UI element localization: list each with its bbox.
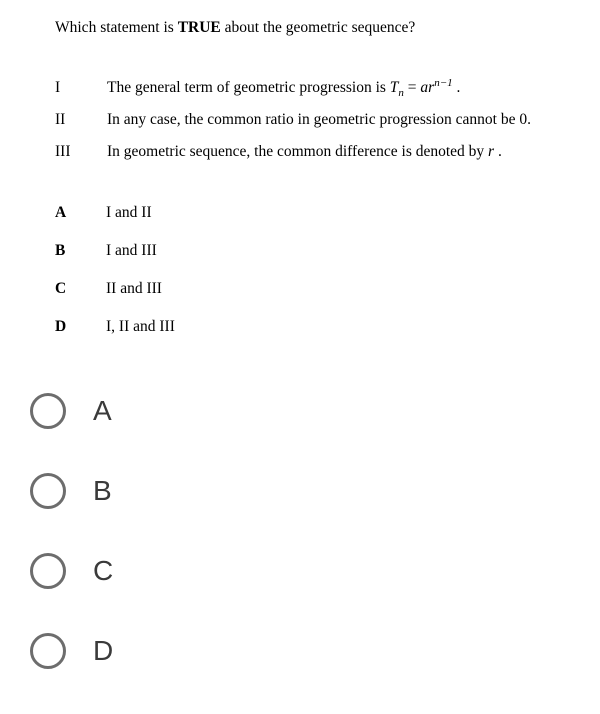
option-text: I and III [106, 242, 157, 259]
statement-body: The general term of geometric progression is [107, 79, 390, 96]
option-letter: B [55, 242, 66, 259]
statement-text [107, 142, 580, 161]
statement-text [107, 76, 580, 100]
radio-button-c[interactable] [30, 553, 66, 589]
option-text: I and II [106, 204, 152, 221]
math-exponent: n−1 [434, 76, 453, 89]
answer-label-d[interactable]: D [93, 635, 114, 666]
answer-choice-d[interactable] [30, 633, 600, 669]
question-prefix: Which statement is [55, 19, 178, 36]
math-base: ar [420, 79, 435, 96]
radio-button-b[interactable] [30, 473, 66, 509]
question-emphasis: TRUE [177, 19, 221, 36]
answer-label-c[interactable]: C [93, 555, 114, 586]
answer-label-a[interactable]: A [93, 395, 112, 426]
statement-row [55, 110, 580, 129]
statement-period: . [452, 79, 461, 96]
statement-numeral: I [55, 79, 61, 96]
answer-label-b[interactable]: B [93, 475, 112, 506]
statement-text [107, 110, 580, 129]
answer-choice-a[interactable] [30, 393, 600, 429]
statement-row [55, 76, 580, 100]
option-letter: A [55, 204, 67, 221]
radio-button-a[interactable] [30, 393, 66, 429]
option-list [0, 203, 600, 336]
answer-choice-list [0, 393, 600, 669]
option-row-a [55, 203, 580, 222]
radio-button-d[interactable] [30, 633, 66, 669]
option-row-d [55, 317, 580, 336]
option-text: I, II and III [106, 318, 175, 335]
statement-list [0, 78, 600, 161]
statement-period: . [494, 143, 502, 160]
option-text: II and III [106, 280, 162, 297]
option-letter: D [55, 318, 67, 335]
statement-row [55, 142, 580, 161]
statement-numeral: II [55, 111, 66, 128]
option-letter: C [55, 280, 67, 297]
statement-body: In any case, the common ratio in geometric progression cannot be 0. [107, 111, 531, 128]
question-suffix: about the geometric sequence? [220, 19, 416, 36]
answer-choice-b[interactable] [30, 473, 600, 509]
option-row-b [55, 241, 580, 260]
option-row-c [55, 279, 580, 298]
question-text [55, 18, 580, 37]
math-term: T [389, 79, 399, 96]
statement-body: In geometric sequence, the common difference is denoted by [107, 143, 489, 160]
answer-choice-c[interactable] [30, 553, 600, 589]
math-variable-r: r [488, 143, 495, 160]
math-equals: = [403, 79, 421, 96]
math-term-subscript: n [398, 87, 404, 100]
statement-numeral: III [55, 143, 71, 160]
